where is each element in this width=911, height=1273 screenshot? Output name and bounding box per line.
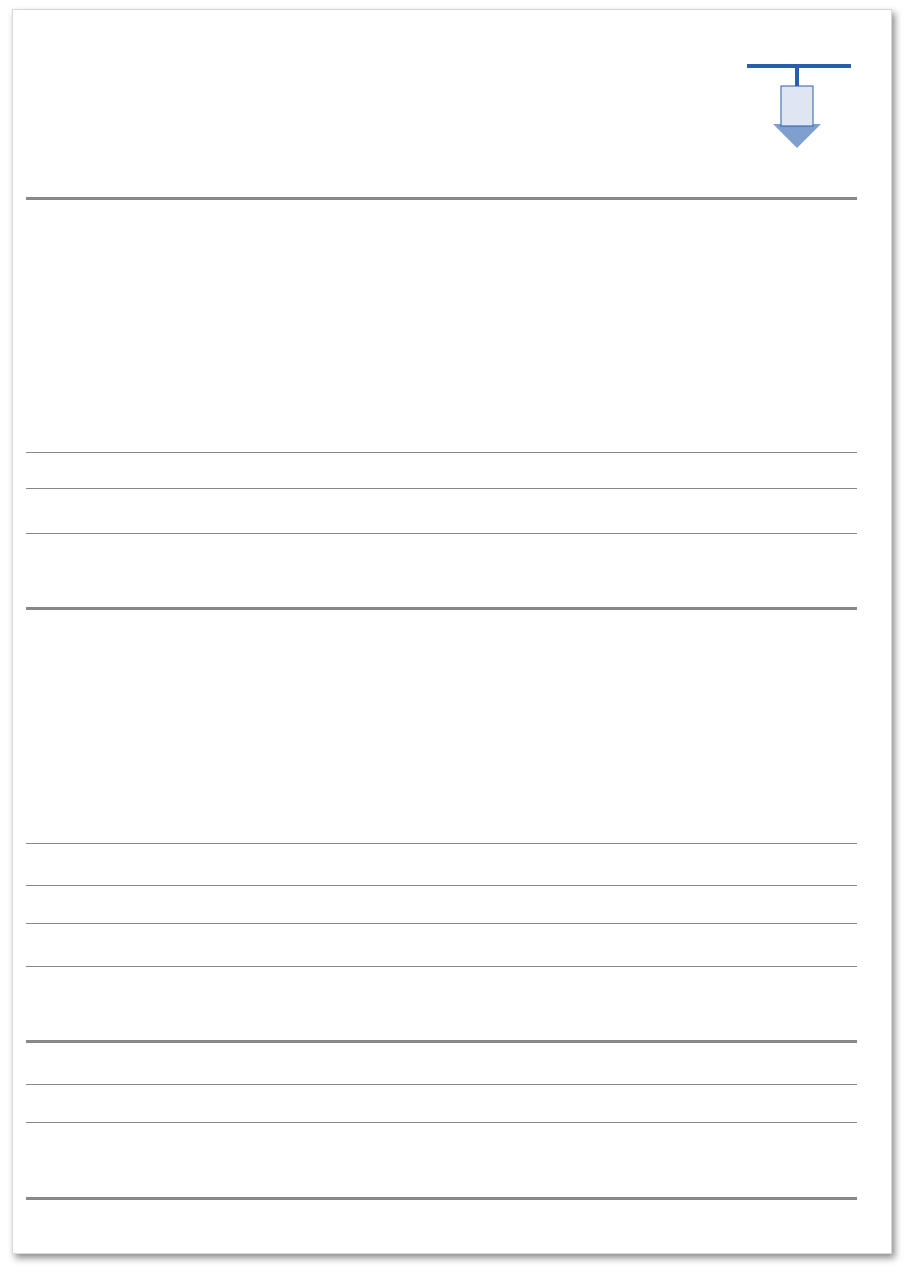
separator (26, 1084, 857, 1085)
separator (26, 197, 857, 200)
separator (26, 923, 857, 924)
day1-przebieg (855, 206, 859, 222)
separator (26, 533, 857, 534)
separator (26, 843, 857, 844)
separator (26, 1197, 857, 1200)
logo-emblem (737, 64, 859, 150)
footer-page-number (818, 1237, 836, 1249)
separator (26, 885, 857, 886)
report-page (12, 9, 892, 1254)
separator (26, 1122, 857, 1123)
day2-timeline-chart (26, 637, 858, 733)
separator (26, 452, 857, 453)
day1-timeline-chart (26, 228, 858, 324)
day2-przebieg (855, 615, 859, 631)
separator (26, 607, 857, 610)
separator (26, 966, 857, 967)
separator (26, 1040, 857, 1043)
tachobit-logo (737, 30, 859, 150)
separator (26, 488, 857, 489)
